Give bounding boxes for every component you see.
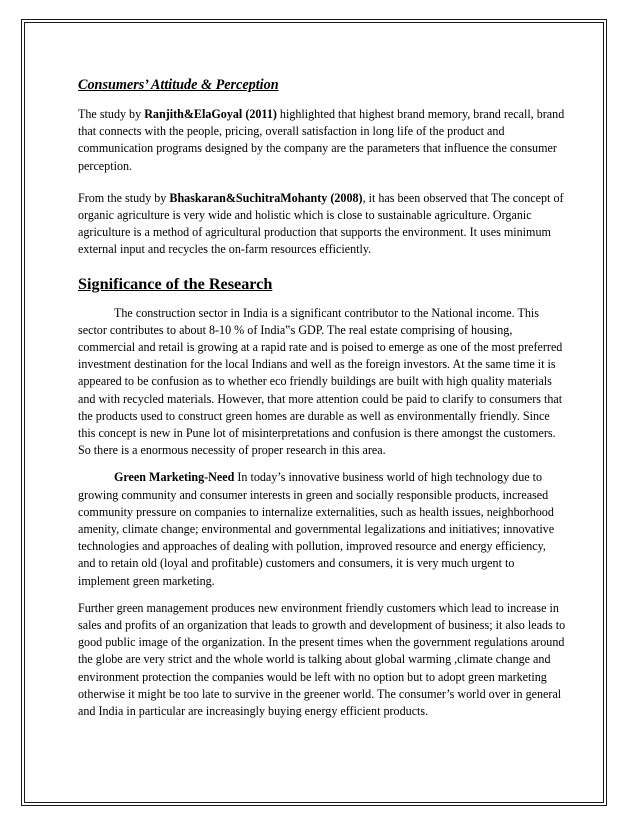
paragraph-bhaskaran-study [78, 190, 566, 259]
text-segment: highlighted that highest brand memory, brand recall, brand that connects with the people, pricing, overall satisfaction in long life of the product and communication programs designed by the company are the parameters that influence the consumer perception. [78, 107, 565, 173]
citation-ranjith: Ranjith&ElaGoyal (2011) [144, 107, 277, 121]
text-segment: The study by [78, 107, 145, 121]
text-segment: From the study by [78, 190, 170, 205]
paragraph-green-marketing-need [78, 469, 566, 589]
text-segment: In today’s innovative business world of high technology due to growing community and consumer interests in green and socially responsible products, increased community pressure on companies to internalize externalities, such as health issues, neighborhood amenity, climate change; environmental and governmental legalizations and initiatives; innovative technologies and approaches of dealing with pollution, improved resource and energy efficiency, and to retain old (loyal and profitable) customers and consumers, it is very much urgent to implement green marketing. [78, 470, 555, 588]
paragraph-ranjith-study [78, 106, 566, 175]
document-body [78, 76, 566, 730]
heading-consumers-attitude: Consumers’ Attitude & Perception [78, 77, 279, 93]
heading-significance: Significance of the Research [78, 274, 273, 293]
label-green-marketing-need: Green Marketing-Need [114, 470, 235, 485]
paragraph-green-management: Further green management produces new environment friendly customers which lead to increase in sales and profits of an organization that leads to growth and development of business; it also leads to good public image of the organization. In the present times when the government regulations around the globe are very strict and the whole world is talking about global warming ,climate change and environment protection the companies would be left with no option but to adopt green marketing otherwise it might be too late to survive in the greener world. The consumer’s world over in general and India in particular are increasingly buying energy efficient products. [78, 600, 566, 719]
citation-bhaskaran: Bhaskaran&SuchitraMohanty (2008) [169, 190, 363, 205]
text-segment: , it has been observed that The concept of organic agriculture is very wide and holistic which is close to sustainable agriculture. Organic agriculture is a method of agricultural production that supports the environment. It uses minimum external input and recycles the on-farm resources efficiently. [78, 190, 564, 257]
paragraph-construction-sector: The construction sector in India is a significant contributor to the National income. This sector contributes to about 8-10 % of India‟s GDP. The real estate comprising of housing, commercial and retail is growing at a rapid rate and is poised to emerge as one of the most preferred investment destination for the local Indians and well as the foreign investors. At the same time it is appeared to be confusion as to whether eco friendly buildings are built with high quality materials and with recycled materials. However, that more attention could be paid to clarify to consumers that the products used to construct green homes are durable as well as environmentally friendly. Since this concept is new in Pune lot of misinterpretations and confusion is there amongst the customers. So there is a enormous necessity of proper research in this area. [78, 305, 563, 458]
